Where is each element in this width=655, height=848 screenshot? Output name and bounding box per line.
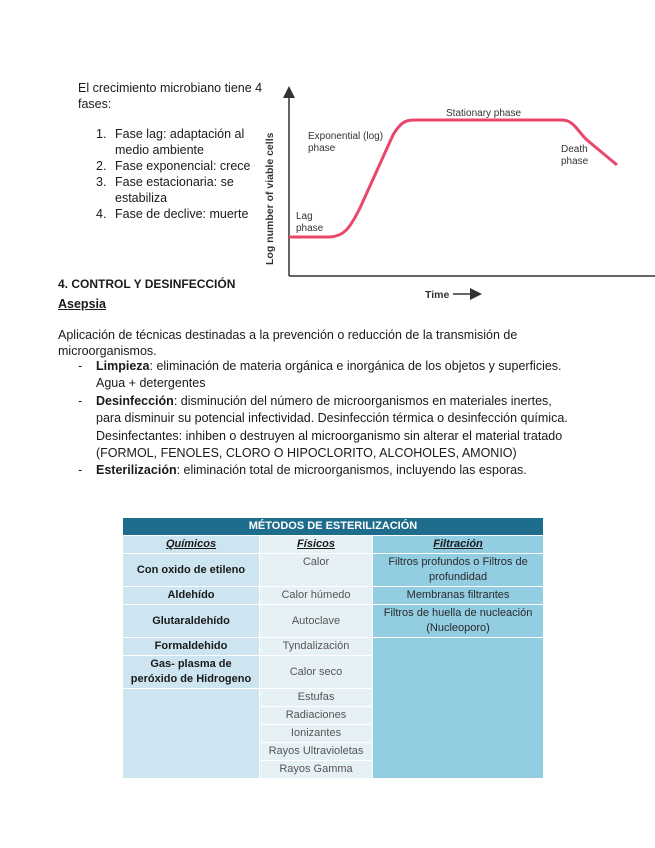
list-item: [78, 174, 268, 206]
column-header-quimicos: Químicos: [123, 536, 260, 554]
bullet-text: : eliminación total de microorganismos, incluyendo las esporas.: [176, 463, 527, 478]
list-item: [78, 393, 578, 463]
lag-phase-label-1: Lag: [296, 211, 313, 222]
table-cell: Calor húmedo: [260, 587, 373, 605]
list-item: [78, 358, 578, 393]
sterilization-table-wrapper: [122, 517, 543, 775]
section-heading: 4. CONTROL Y DESINFECCIÓN: [58, 277, 236, 291]
table-cell: Autoclave: [260, 605, 373, 638]
list-number: 4.: [96, 207, 107, 221]
list-number: 2.: [96, 159, 107, 173]
stationary-phase-label: Stationary phase: [446, 108, 522, 119]
table-cell-empty: [123, 689, 260, 779]
list-number: 3.: [96, 175, 107, 189]
table-row: [123, 605, 544, 638]
lag-phase-label-2: phase: [296, 223, 324, 234]
subheading: Asepsia: [58, 297, 106, 311]
table-header-row: [123, 536, 544, 554]
table-row: [123, 587, 544, 605]
table-cell: Glutaraldehído: [123, 605, 260, 638]
table-cell: Gas- plasma de peróxido de Hidrogeno: [123, 656, 260, 689]
bullet-text: : eliminación de materia orgánica e inorgánica de los objetos y superficies. Agua + detergentes: [96, 359, 562, 391]
paragraph: Aplicación de técnicas destinadas a la prevención o reducción de la transmisión de microorganismos.: [58, 328, 518, 358]
bullet-term: Esterilización: [96, 463, 177, 478]
table-cell-empty: [373, 638, 544, 779]
table-cell: Calor seco: [260, 656, 373, 689]
list-item: [78, 462, 578, 479]
table-cell: Tyndalización: [260, 638, 373, 656]
table-cell: Con oxido de etileno: [123, 554, 260, 587]
bullet-text: : disminución del número de microorganismos en materiales inertes, para disminuir su potencial infectividad. Desinfección térmica o desinfección química. Desinfectantes: inhiben o destruyen al microorganismo sin alterar el material tratado (FORMOL, FENOLES, CLORO O HIPOCLORITO, ALCOHOLES, AMONIO): [96, 393, 568, 461]
death-phase-label-2: phase: [561, 156, 589, 167]
growth-curve-svg: [262, 80, 655, 305]
table-cell: Rayos Gamma: [260, 761, 373, 779]
list-text: Fase estacionaria: se estabiliza: [115, 175, 234, 205]
intro-text: El crecimiento microbiano tiene 4 fases:: [78, 81, 263, 111]
x-axis-label: Time: [425, 289, 450, 301]
table-cell: Filtros de huella de nucleación (Nucleoporo): [373, 605, 544, 638]
list-item: [78, 158, 268, 174]
table-title: MÉTODOS DE ESTERILIZACIÓN: [123, 518, 544, 536]
list-text: Fase de declive: muerte: [115, 207, 249, 221]
bullet-term: Desinfección: [96, 393, 174, 408]
table-cell: Estufas: [260, 689, 373, 707]
list-text: Fase lag: adaptación al medio ambiente: [115, 127, 245, 157]
table-cell: Calor: [260, 554, 373, 587]
table-cell: Membranas filtrantes: [373, 587, 544, 605]
table-cell: Aldehído: [123, 587, 260, 605]
bullet-list: [78, 358, 578, 480]
exponential-phase-label-2: phase: [308, 143, 336, 154]
bullet-term: Limpieza: [96, 359, 150, 373]
sterilization-table: [122, 517, 544, 779]
bullet-dash: -: [78, 463, 83, 478]
table-cell: Ionizantes: [260, 725, 373, 743]
table-cell: Rayos Ultravioletas: [260, 743, 373, 761]
table-row: [123, 518, 544, 536]
growth-curve-figure: [262, 80, 655, 305]
column-header-fisicos: Físicos: [260, 536, 373, 554]
bullet-dash: -: [78, 393, 83, 408]
bullet-dash: -: [78, 359, 83, 373]
list-text: Fase exponencial: crece: [115, 159, 251, 173]
list-item: [78, 206, 268, 222]
y-axis-label: Log number of viable cells: [264, 132, 276, 265]
table-cell: Formaldehido: [123, 638, 260, 656]
table-row: [123, 638, 544, 656]
column-header-filtracion: Filtración: [373, 536, 544, 554]
phase-list: [78, 126, 268, 222]
exponential-phase-label-1: Exponential (log): [308, 131, 384, 142]
intro-block: [78, 80, 268, 222]
list-item: [78, 126, 268, 158]
list-number: 1.: [96, 127, 107, 141]
death-phase-label-1: Death: [561, 144, 588, 155]
table-cell: Radiaciones: [260, 707, 373, 725]
table-cell: Filtros profundos o Filtros de profundidad: [373, 554, 544, 587]
table-row: [123, 554, 544, 587]
